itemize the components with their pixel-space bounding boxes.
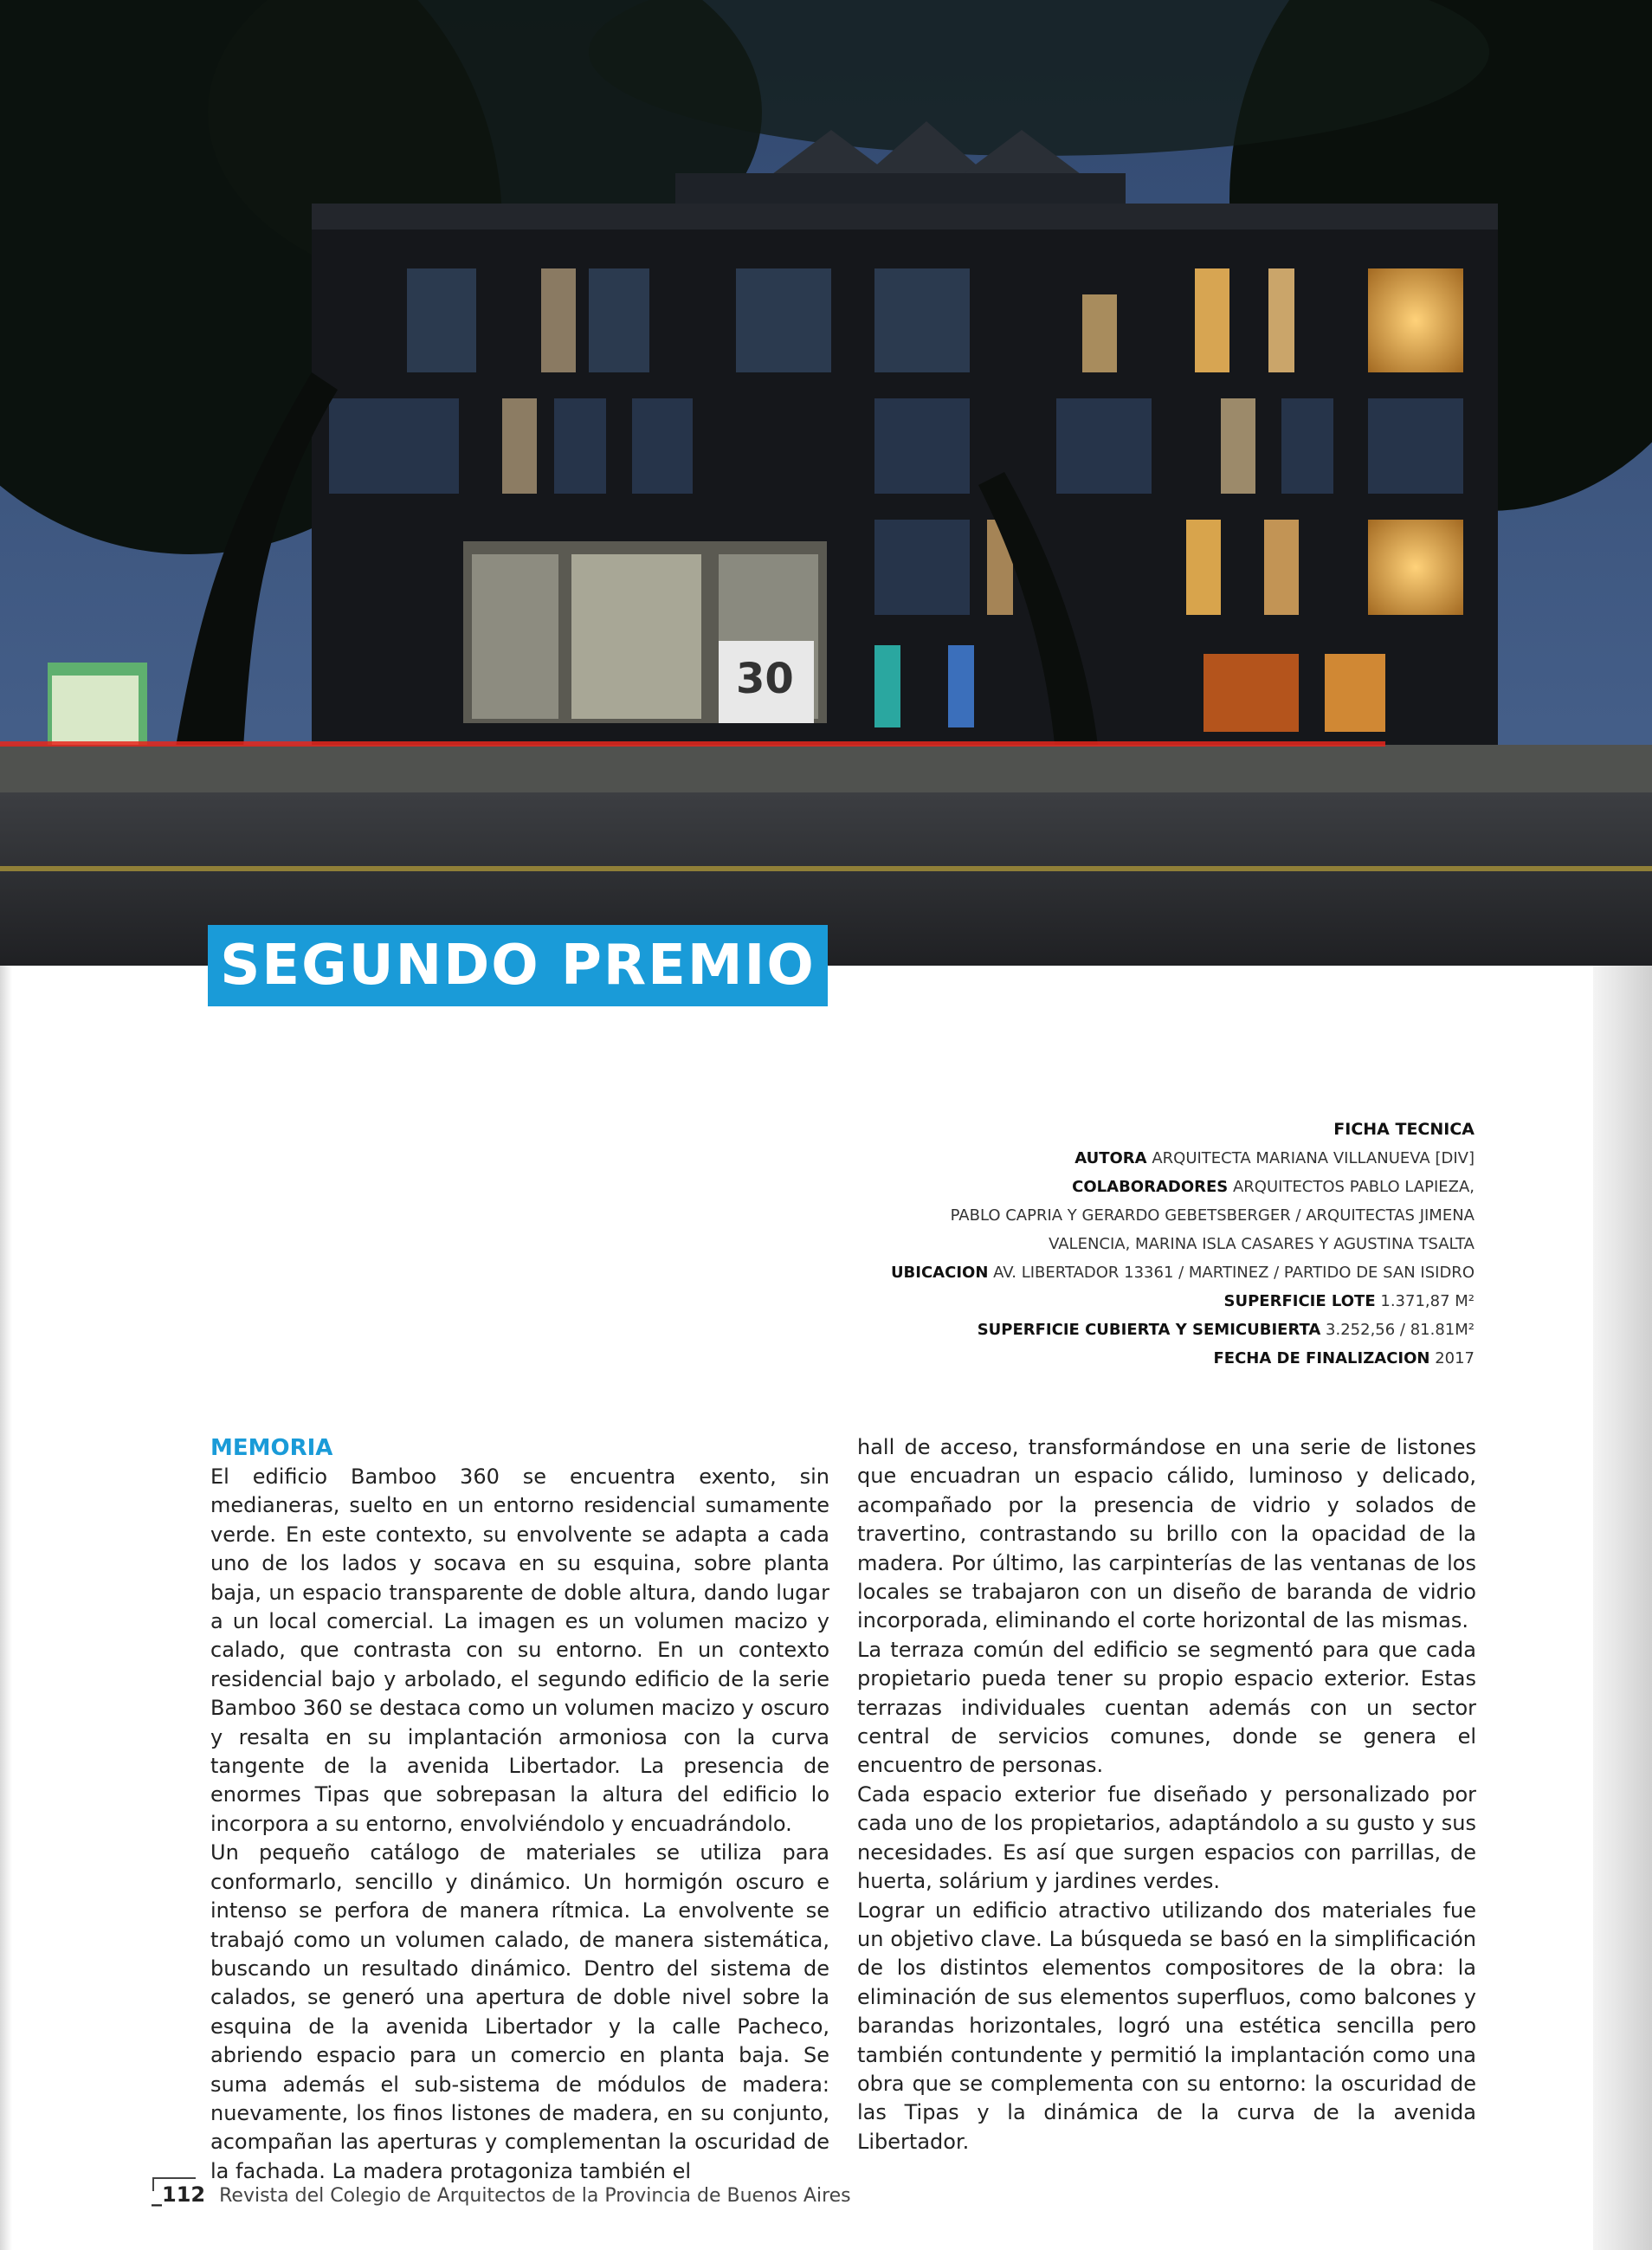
line-value: AV. LIBERTADOR 13361 / MARTINEZ / PARTIDO DE SAN ISIDRO <box>988 1264 1475 1282</box>
line-label: FECHA DE FINALIZACION <box>1213 1349 1430 1367</box>
line-label: SUPERFICIE CUBIERTA Y SEMICUBIERTA <box>977 1321 1321 1339</box>
award-banner <box>208 925 828 1006</box>
technical-sheet-line <box>695 1230 1475 1258</box>
technical-sheet-line <box>695 1316 1475 1344</box>
memoria-column-left <box>210 1433 829 2186</box>
page-footer <box>152 2182 851 2217</box>
line-label: AUTORA <box>1074 1149 1147 1167</box>
page-number: _112 <box>152 2182 206 2207</box>
building-photo <box>0 0 1652 966</box>
paragraph: hall de acceso, transformándose en una serie de listones que encuadran un espacio cálido, luminoso y delicado, acompañado por la presencia de vidrio y solados de travertino, contrastando su brillo con la opacidad de la madera. Por último, las carpinterías de las ventanas de los locales se trabajaron con un diseño de baranda de vidrio incorporada, eliminando el corte horizontal de las mismas. <box>857 1435 1476 1633</box>
sign-number: 30 <box>736 655 794 703</box>
line-label: COLABORADORES <box>1072 1178 1229 1196</box>
technical-sheet <box>695 1115 1475 1373</box>
line-value: ARQUITECTA MARIANA VILLANUEVA [DIV] <box>1146 1149 1475 1167</box>
technical-sheet-line <box>695 1287 1475 1316</box>
memoria-heading: MEMORIA <box>210 1435 333 1461</box>
technical-sheet-line <box>695 1144 1475 1173</box>
building-illustration <box>0 0 1652 966</box>
line-label: SUPERFICIE LOTE <box>1223 1292 1376 1310</box>
line-value: 3.252,56 / 81.81M² <box>1320 1321 1475 1339</box>
technical-sheet-line <box>695 1173 1475 1201</box>
paragraph: Cada espacio exterior fue diseñado y personalizado por cada uno de los propietarios, adaptándolo a su gusto y sus necesidades. Es así que surgen espacios con parrillas, de huerta, solárium y jardines verdes. <box>857 1781 1476 1894</box>
technical-sheet-line <box>695 1258 1475 1287</box>
paragraph: La terraza común del edificio se segmentó para que cada propietario pueda tener su propio espacio exterior. Estas terrazas individuales cuentan además con un sector central de servicios comunes, donde se genera el encuentro de personas. <box>857 1637 1476 1778</box>
page-fold-shadow <box>1593 966 1652 2250</box>
memoria-column-right <box>857 1433 1476 2156</box>
line-value: 2017 <box>1429 1349 1475 1367</box>
award-title: SEGUNDO PREMIO <box>220 934 816 998</box>
technical-sheet-line <box>695 1201 1475 1230</box>
paragraph: El edificio Bamboo 360 se encuentra exento, sin medianeras, suelto en un entorno residencial sumamente verde. En este contexto, su envolvente se adapta a cada uno de los lados y socava en su esquina, sobre planta baja, un espacio transparente de doble altura, dando lugar a un local comercial. La imagen es un volumen macizo y calado, que contrasta con su entorno. En un contexto residencial bajo y arbolado, el segundo edificio de la serie Bamboo 360 se destaca como un volumen macizo y oscuro y resalta en su implantación armoniosa con la curva tangente de la avenida Libertador. La presencia de enormes Tipas que sobrepasan la altura del edificio lo incorpora a su entorno, envolviéndolo y encuadrándolo. <box>210 1464 829 1836</box>
line-value: 1.371,87 M² <box>1375 1292 1475 1310</box>
publication-name: Revista del Colegio de Arquitectos de la Provincia de Buenos Aires <box>219 2185 851 2207</box>
paragraph: Un pequeño catálogo de materiales se utiliza para conformarlo, sencillo y dinámico. Un hormigón oscuro e intenso se perfora de manera rítmica. La envolvente se trabajó como un volumen calado, de manera sistemática, buscando un resultado dinámico. Dentro del sistema de calados, se generó una apertura de doble nivel sobre la esquina de la avenida Libertador y la calle Pacheco, abriendo espacio para un comercio en planta baja. Se suma además el sub-sistema de módulos de madera: nuevamente, los finos listones de madera, en su conjunto, acompañan las aperturas y complementan la oscuridad de la fachada. La madera protagoniza también el <box>210 1840 829 2183</box>
line-value: ARQUITECTOS PABLO LAPIEZA, <box>1228 1178 1475 1196</box>
technical-sheet-heading: FICHA TECNICA <box>1333 1120 1475 1139</box>
line-value: VALENCIA, MARINA ISLA CASARES Y AGUSTINA TSALTA <box>1049 1235 1475 1253</box>
line-value: PABLO CAPRIA Y GERARDO GEBETSBERGER / ARQUITECTAS JIMENA <box>950 1206 1475 1225</box>
technical-sheet-line <box>695 1344 1475 1373</box>
line-label: UBICACION <box>890 1264 989 1282</box>
paragraph: Lograr un edificio atractivo utilizando dos materiales fue un objetivo clave. La búsqueda se basó en la simplificación de los distintos elementos compositores de la obra: la eliminación de sus elementos superfluos, como balcones y barandas horizontales, logró una estética sencilla pero también contundente y permitió la implantación como una obra que se complementa con su entorno: la oscuridad de las Tipas y la dinámica de la curva de la avenida Libertador. <box>857 1898 1476 2154</box>
